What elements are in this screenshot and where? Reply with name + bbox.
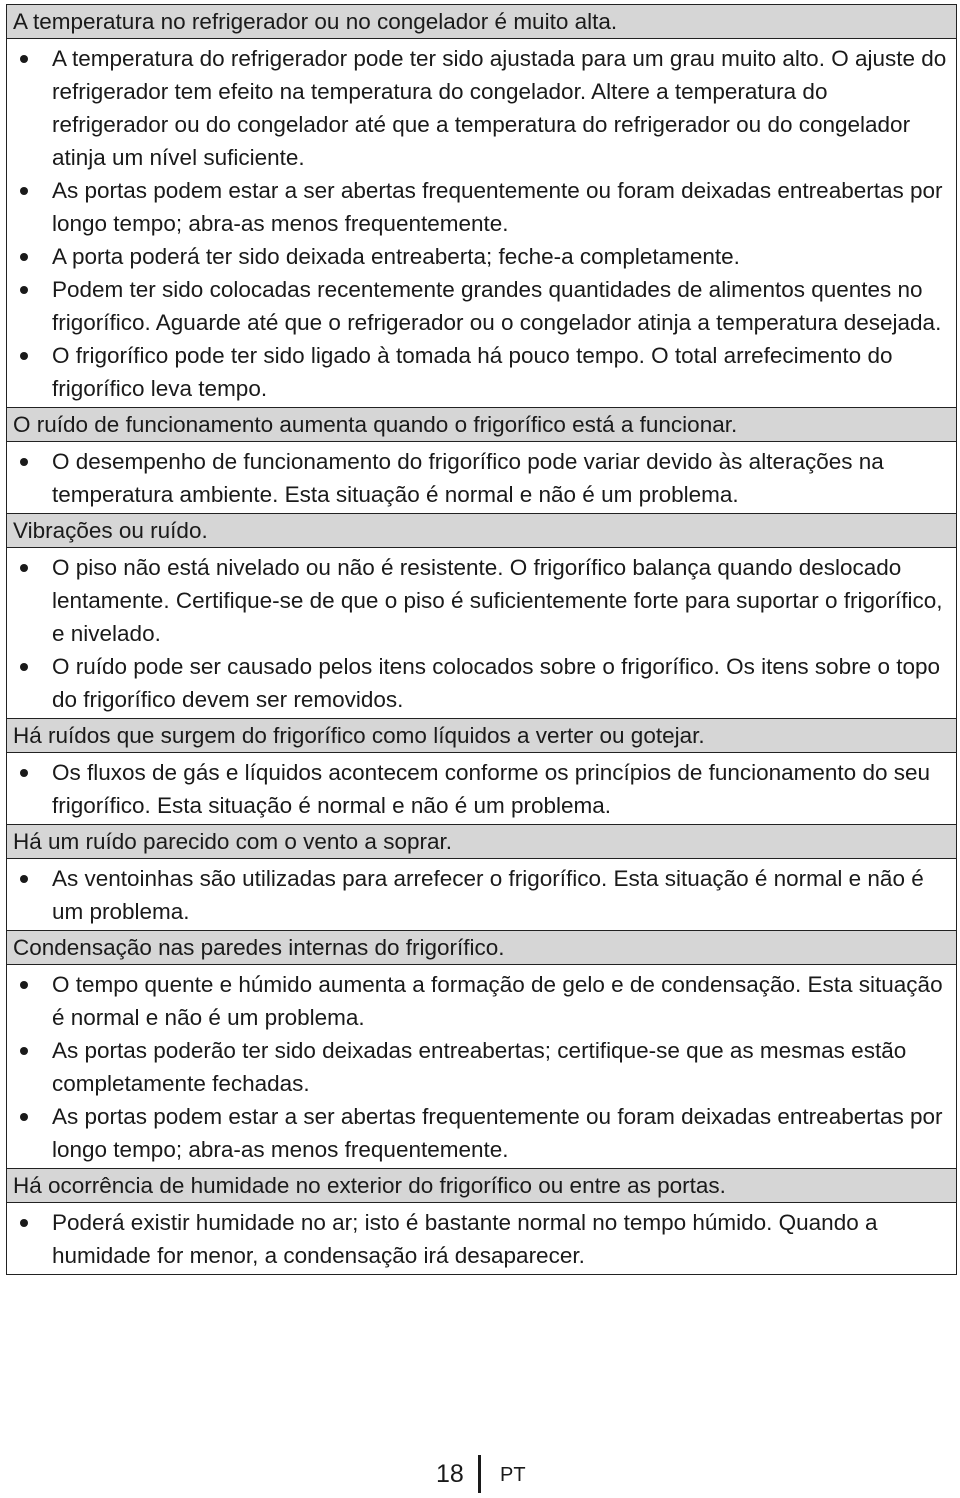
list-item-text: As portas podem estar a ser abertas frequentemente ou foram deixadas entreabertas por longo tempo; abra-as menos frequentemente. [52,1104,943,1162]
bullet-icon [20,564,28,572]
list-item [7,756,956,822]
page-footer [0,1455,960,1495]
list-item-text: A porta poderá ter sido deixada entreaberta; feche-a completamente. [52,244,740,269]
list-item-text: O desempenho de funcionamento do frigorífico pode variar devido às alterações na temperatura ambiente. Esta situação é normal e não é um problema. [52,449,884,507]
list-item-text: As portas poderão ter sido deixadas entreabertas; certifique-se que as mesmas estão completamente fechadas. [52,1038,907,1096]
list-item [7,42,956,174]
section-heading: Vibrações ou ruído. [7,513,956,548]
section-heading: A temperatura no refrigerador ou no congelador é muito alta. [7,5,956,39]
section-heading: Há ruídos que surgem do frigorífico como líquidos a verter ou gotejar. [7,718,956,753]
list-item [7,1100,956,1166]
bullet-icon [20,875,28,883]
bullet-icon [20,352,28,360]
list-item-text: A temperatura do refrigerador pode ter sido ajustada para um grau muito alto. O ajuste do refrigerador tem efeito na temperatura do congelador. Altere a temperatura do refrigerador ou do congelador até que a temperatura do refrigerador ou do congelador atinja um nível suficiente. [52,46,947,170]
bullet-list [7,753,956,824]
bullet-icon [20,981,28,989]
section-internal-condensation [7,930,956,1168]
bullet-icon [20,1219,28,1227]
section-liquid-noise [7,718,956,824]
language-code: PT [500,1464,526,1486]
list-item-text: As ventoinhas são utilizadas para arrefecer o frigorífico. Esta situação é normal e não é um problema. [52,866,924,924]
bullet-list [7,442,956,513]
bullet-icon [20,1047,28,1055]
bullet-list [7,39,956,407]
bullet-list [7,965,956,1168]
list-item-text: O piso não está nivelado ou não é resistente. O frigorífico balança quando deslocado lentamente. Certifique-se de que o piso é suficientemente forte para suportar o frigorífico, e nivelado. [52,555,943,646]
list-item [7,862,956,928]
section-heading: Condensação nas paredes internas do frigorífico. [7,930,956,965]
list-item-text: Poderá existir humidade no ar; isto é bastante normal no tempo húmido. Quando a humidade for menor, a condensação irá desaparecer. [52,1210,878,1268]
bullet-icon [20,458,28,466]
footer-divider [478,1455,481,1493]
list-item [7,445,956,511]
list-item-text: Os fluxos de gás e líquidos acontecem conforme os princípios de funcionamento do seu frigorífico. Esta situação é normal e não é um problema. [52,760,931,818]
bullet-icon [20,663,28,671]
list-item-text: As portas podem estar a ser abertas frequentemente ou foram deixadas entreabertas por longo tempo; abra-as menos frequentemente. [52,178,943,236]
page-number: 18 [436,1460,464,1488]
bullet-list [7,1203,956,1274]
troubleshooting-table [6,4,957,1275]
bullet-icon [20,187,28,195]
list-item [7,240,956,273]
section-wind-noise [7,824,956,930]
section-operating-noise [7,407,956,513]
list-item [7,650,956,716]
section-heading: O ruído de funcionamento aumenta quando o frigorífico está a funcionar. [7,407,956,442]
bullet-icon [20,55,28,63]
section-temperature-too-high [7,5,956,407]
bullet-icon [20,253,28,261]
bullet-icon [20,286,28,294]
section-vibration-noise [7,513,956,718]
section-heading: Há um ruído parecido com o vento a soprar. [7,824,956,859]
list-item [7,174,956,240]
bullet-list [7,548,956,718]
list-item [7,273,956,339]
list-item [7,551,956,650]
list-item [7,339,956,405]
bullet-icon [20,769,28,777]
bullet-list [7,859,956,930]
list-item-text: O tempo quente e húmido aumenta a formação de gelo e de condensação. Esta situação é normal e não é um problema. [52,972,943,1030]
section-external-humidity [7,1168,956,1274]
section-heading: Há ocorrência de humidade no exterior do frigorífico ou entre as portas. [7,1168,956,1203]
bullet-icon [20,1113,28,1121]
list-item-text: Podem ter sido colocadas recentemente grandes quantidades de alimentos quentes no frigorífico. Aguarde até que o refrigerador ou o congelador atinja a temperatura desejada. [52,277,942,335]
list-item [7,968,956,1034]
list-item [7,1034,956,1100]
list-item [7,1206,956,1272]
list-item-text: O ruído pode ser causado pelos itens colocados sobre o frigorífico. Os itens sobre o topo do frigorífico devem ser removidos. [52,654,941,712]
list-item-text: O frigorífico pode ter sido ligado à tomada há pouco tempo. O total arrefecimento do frigorífico leva tempo. [52,343,893,401]
